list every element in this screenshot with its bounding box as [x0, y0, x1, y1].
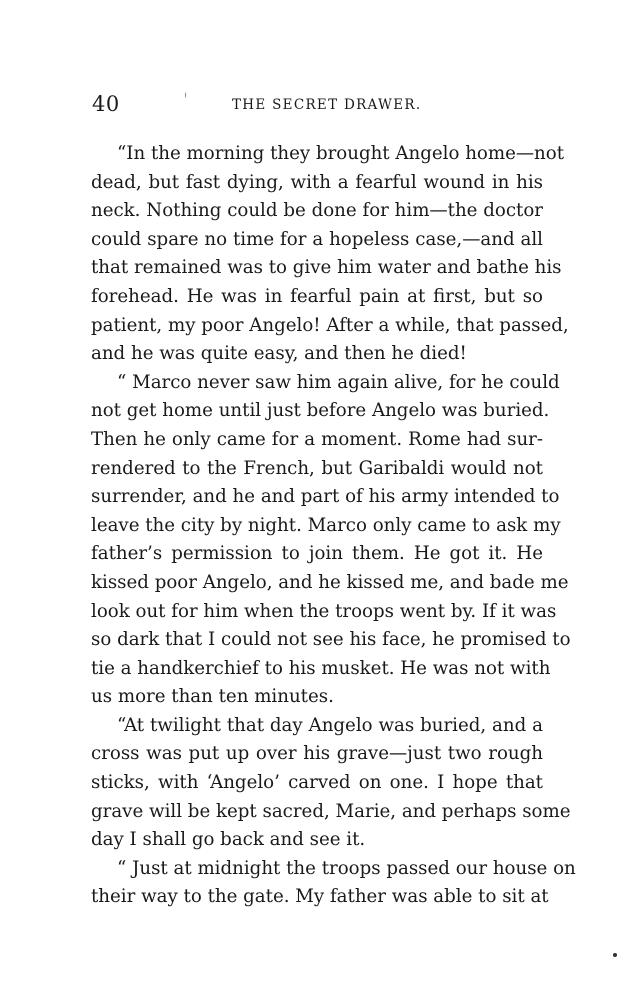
text-line: not get home until just before Angelo was buried.: [91, 400, 550, 422]
text-line: so dark that I could not see his face, he promised to: [91, 629, 571, 651]
running-head: THE SECRET DRAWER.: [232, 97, 422, 113]
text-line: “ Marco never saw him again alive, for he could: [117, 371, 560, 393]
text-line: tie a handkerchief to his musket. He was not with: [91, 657, 551, 679]
text-line: and he was quite easy, and then he died!: [91, 343, 467, 365]
text-line: forehead. He was in fearful pain at first, but so: [91, 285, 543, 307]
text-line: us more than ten minutes.: [91, 686, 334, 708]
body-text: [91, 140, 576, 912]
text-line: their way to the gate. My father was able to sit at: [91, 886, 549, 908]
text-line: day I shall go back and see it.: [91, 829, 366, 851]
text-line: grave will be kept sacred, Marie, and perhaps some: [91, 800, 571, 822]
text-line: rendered to the French, but Garibaldi would not: [91, 457, 543, 479]
paragraph: [91, 855, 576, 912]
page-number: 40: [92, 92, 120, 116]
page-header: [0, 92, 635, 122]
text-line: Then he only came for a moment. Rome had sur-: [91, 428, 543, 450]
paragraph: [91, 712, 571, 855]
ink-speck: [185, 92, 186, 98]
text-line: patient, my poor Angelo! After a while, that passed,: [91, 314, 569, 336]
text-line: kissed poor Angelo, and he kissed me, and bade me: [91, 571, 569, 593]
text-line: neck. Nothing could be done for him—the doctor: [91, 200, 543, 222]
text-line: “In the morning they brought Angelo home—not: [117, 143, 565, 164]
text-line: look out for him when the troops went by. If it was: [91, 600, 557, 622]
text-line: surrender, and he and part of his army intended to: [91, 486, 560, 508]
text-line: could spare no time for a hopeless case,—and all: [91, 228, 543, 250]
text-line: “At twilight that day Angelo was buried, and a: [117, 714, 543, 736]
paragraph: [91, 369, 571, 712]
ink-speck: [613, 953, 617, 957]
text-line: that remained was to give him water and bathe his: [91, 257, 562, 279]
text-line: “ Just at midnight the troops passed our house on: [117, 857, 576, 879]
paragraph: [91, 140, 569, 369]
text-line: cross was put up over his grave—just two rough: [91, 743, 543, 765]
text-line: sticks, with ‘Angelo’ carved on one. I hope that: [91, 772, 543, 794]
text-line: dead, but fast dying, with a fearful wound in his: [91, 171, 543, 193]
text-line: leave the city by night. Marco only came to ask my: [91, 514, 561, 536]
text-line: father’s permission to join them. He got it. He: [91, 543, 543, 565]
